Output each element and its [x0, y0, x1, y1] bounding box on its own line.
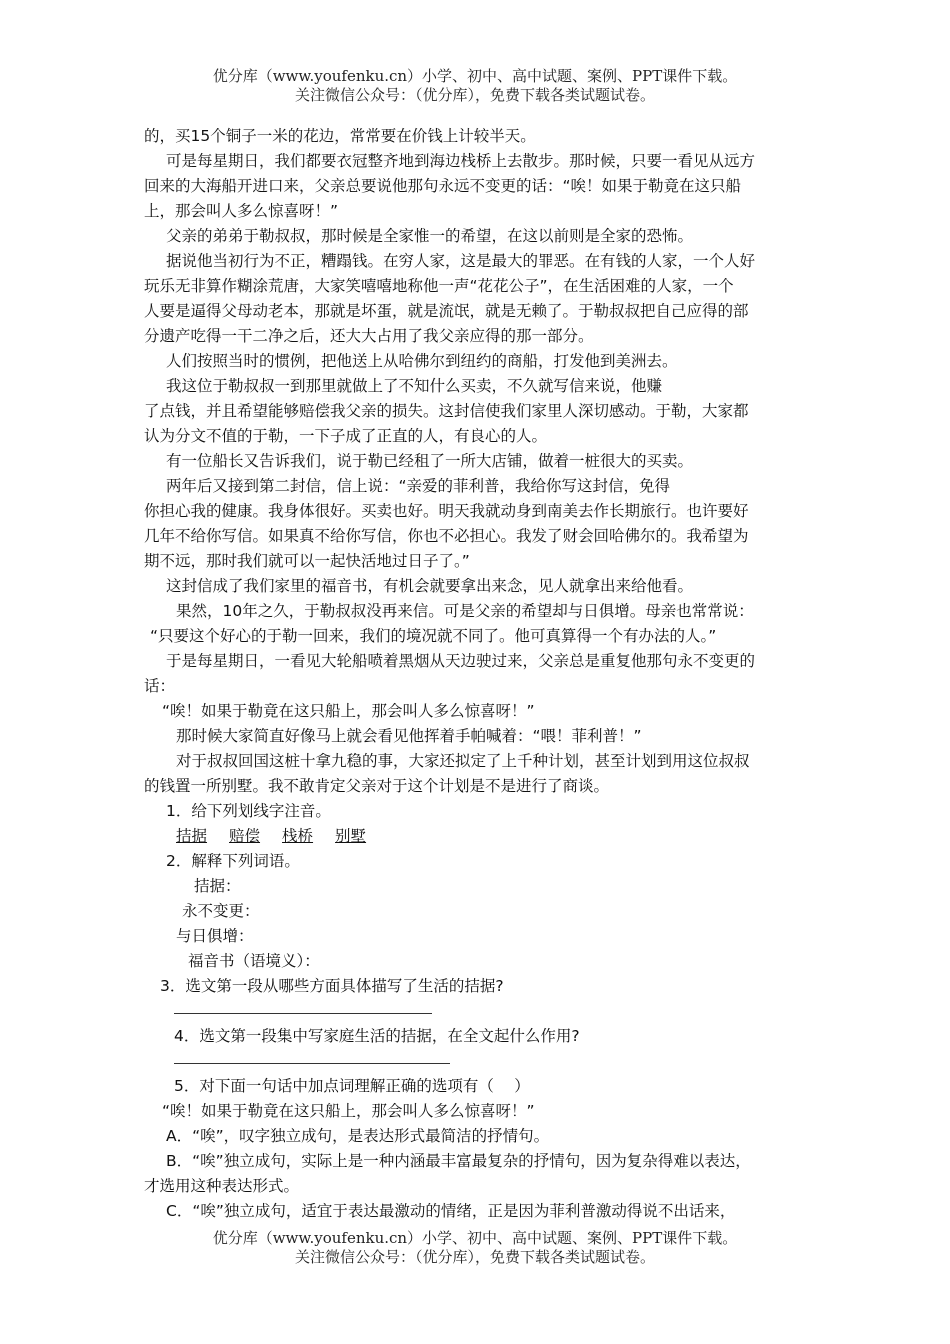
- passage-line: 对于叔叔回国这桩十拿九稳的事，大家还拟定了上千种计划，甚至计划到用这位叔叔: [176, 752, 750, 770]
- passage-line: 的钱置一所别墅。我不敢肯定父亲对于这个计划是不是进行了商谈。: [144, 777, 610, 795]
- passage-line: 据说他当初行为不正，糟蹋钱。在穷人家，这是最大的罪恶。在有钱的人家，一个人好: [166, 252, 756, 270]
- document-body: [144, 124, 820, 1224]
- pinyin-word: 拮据: [176, 827, 208, 845]
- page-header: [0, 67, 950, 105]
- passage-line: 了点钱，并且希望能够赔偿我父亲的损失。这封信使我们家里人深切感动。于勒，大家都: [144, 402, 749, 420]
- term-item: 拮据：: [194, 877, 241, 895]
- header-line-2: 关注微信公众号：（优分库），免费下载各类试题试卷。: [294, 86, 655, 104]
- passage-line: 这封信成了我们家里的福音书，有机会就要拿出来念，见人就拿出来给他看。: [166, 577, 694, 595]
- passage-line: 几年不给你写信。如果真不给你写信，你也不必担心。我发了财会回哈佛尔的。我希望为: [144, 527, 749, 545]
- question-2: 2．解释下列词语。: [166, 852, 300, 870]
- passage-line: 父亲的弟弟于勒叔叔，那时候是全家惟一的希望，在这以前则是全家的恐怖。: [166, 227, 694, 245]
- passage-line: 有一位船长又告诉我们，说于勒已经租了一所大店铺，做着一桩很大的买卖。: [166, 452, 694, 470]
- option-c: C．“唉”独立成句，适宜于表达最激动的情绪，正是因为菲利普激动得说不出话来，: [166, 1202, 736, 1220]
- question-quote: “唉！如果于勒竟在这只船上，那会叫人多么惊喜呀！”: [162, 1102, 535, 1120]
- option-a: A．“唉”，叹字独立成句，是表达形式最简洁的抒情句。: [166, 1127, 550, 1145]
- footer-line-2: 关注微信公众号：（优分库），免费下载各类试题试卷。: [294, 1248, 655, 1266]
- question-4: 4．选文第一段集中写家庭生活的拮据，在全文起什么作用?: [174, 1027, 580, 1045]
- passage-line: 人们按照当时的惯例，把他送上从哈佛尔到纽约的商船，打发他到美洲去。: [166, 352, 678, 370]
- passage-line: 回来的大海船开进口来，父亲总要说他那句永远不变更的话：“唉！如果于勒竟在这只船: [144, 177, 742, 195]
- question-3: 3．选文第一段从哪些方面具体描写了生活的拮据?: [160, 977, 504, 995]
- question-5: 5．对下面一句话中加点词理解正确的选项有（ ）: [174, 1077, 530, 1095]
- passage-line: “只要这个好心的于勒一回来，我们的境况就不同了。他可真算得一个有办法的人。”: [150, 627, 717, 645]
- header-line-1: 优分库（www.youfenku.cn）小学、初中、高中试题、案例、PPT课件下载。: [212, 67, 738, 85]
- passage-line: 两年后又接到第二封信，信上说：“亲爱的菲利普，我给你写这封信，免得: [166, 477, 671, 495]
- passage-line: 那时候大家简直好像马上就会看见他挥着手帕喊着：“喂！菲利普！”: [176, 727, 642, 745]
- option-b: B．“唉”独立成句，实际上是一种内涵最丰富最复杂的抒情句，因为复杂得难以表达，: [166, 1152, 751, 1170]
- page-footer: [0, 1229, 950, 1267]
- passage-line: 玩乐无非算作糊涂荒唐，大家笑嘻嘻地称他一声“花花公子”，在生活困难的人家，一个: [144, 277, 734, 295]
- passage-line: 果然，10年之久，于勒叔叔没再来信。可是父亲的希望却与日俱增。母亲也常常说：: [176, 602, 754, 620]
- option-b-cont: 才选用这种表达形式。: [144, 1177, 300, 1195]
- passage-line: 话：: [144, 677, 176, 695]
- passage-line: 的，买15个铜子一米的花边，常常要在价钱上计较半天。: [144, 127, 536, 145]
- passage-line: 可是每星期日，我们都要衣冠整齐地到海边栈桥上去散步。那时候，只要一看见从远方: [166, 152, 756, 170]
- answer-blank[interactable]: [144, 999, 820, 1024]
- question-1: 1．给下列划线字注音。: [166, 802, 331, 820]
- pinyin-word: 别墅: [335, 827, 367, 845]
- passage-line: 上，那会叫人多么惊喜呀！”: [144, 202, 339, 220]
- passage-line: 你担心我的健康。我身体很好。买卖也好。明天我就动身到南美去作长期旅行。也许要好: [144, 502, 749, 520]
- passage-line: 我这位于勒叔叔一到那里就做上了不知什么买卖，不久就写信来说，他赚: [166, 377, 663, 395]
- term-item: 与日俱增：: [176, 927, 254, 945]
- pinyin-word: 赔偿: [229, 827, 261, 845]
- passage-line: 认为分文不值的于勒，一下子成了正直的人，有良心的人。: [144, 427, 548, 445]
- term-item: 永不变更：: [182, 902, 260, 920]
- footer-line-1: 优分库（www.youfenku.cn）小学、初中、高中试题、案例、PPT课件下载。: [212, 1229, 738, 1247]
- passage-line: 人要是逼得父母动老本，那就是坏蛋，就是流氓，就是无赖了。于勒叔叔把自己应得的部: [144, 302, 749, 320]
- passage-line: 期不远，那时我们就可以一起快活地过日子了。”: [144, 552, 470, 570]
- passage-line: 于是每星期日，一看见大轮船喷着黑烟从天边驶过来，父亲总是重复他那句永不变更的: [166, 652, 756, 670]
- passage-line: 分遗产吃得一干二净之后，还大大占用了我父亲应得的那一部分。: [144, 327, 594, 345]
- answer-blank[interactable]: [144, 1049, 820, 1074]
- pinyin-word: 栈桥: [282, 827, 314, 845]
- term-item: 福音书（语境义）：: [188, 952, 320, 970]
- pinyin-words: [144, 824, 820, 849]
- passage-line: “唉！如果于勒竟在这只船上，那会叫人多么惊喜呀！”: [162, 702, 535, 720]
